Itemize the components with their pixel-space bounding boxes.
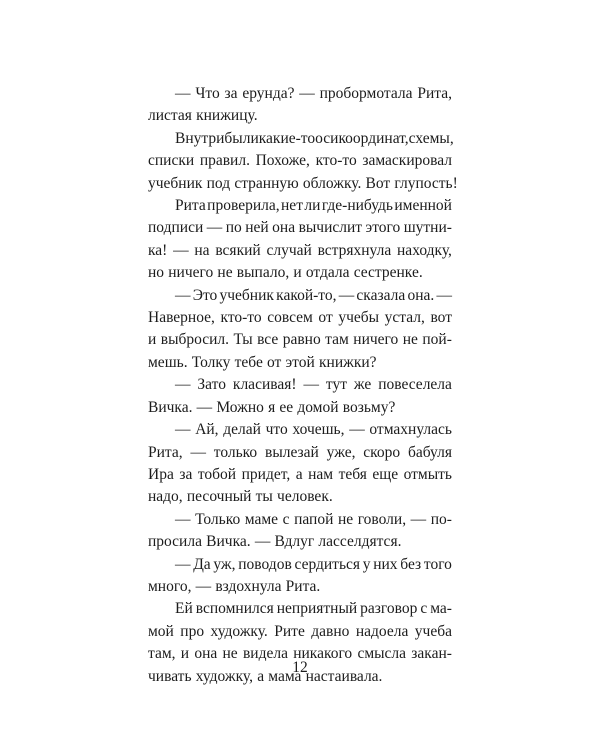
paragraph	[148, 554, 452, 599]
text-line: листая книжицу.	[148, 107, 258, 125]
paragraph	[148, 509, 452, 554]
text-line: но ничего не выпало, и отдала сестренке.	[148, 264, 423, 282]
text-line: — Это учебник какой-то, — сказала она. —	[175, 286, 452, 304]
text-line: ка! — на всякий случай встряхнула находку,	[148, 241, 452, 259]
text-line: чивать художку, а мама настаивала.	[148, 667, 383, 685]
text-line: мешь. Толку тебе от этой книжки?	[148, 353, 377, 371]
paragraph	[148, 83, 452, 128]
text-line: подписи — по ней она вычислит этого шутни-	[148, 219, 452, 237]
text-line: и выбросил. Ты все равно там ничего не пой-	[148, 331, 452, 349]
text-line: много, — вздохнула Рита.	[148, 577, 321, 595]
text-line: Ира за тобой придет, а нам тебя еще отмыть	[148, 465, 452, 483]
text-line: надо, песочный ты человек.	[148, 488, 333, 506]
text-line: просила Вичка. — Вдлуг ласселдятся.	[148, 533, 402, 551]
paragraph	[148, 285, 452, 375]
text-line: — Зато класивая! — тут же повеселела	[175, 376, 452, 394]
text-line: — Да уж, поводов сердиться у них без того	[175, 555, 452, 573]
text-line: Внутри были какие-то оси координат, схемы,	[175, 129, 454, 147]
text-line: Рита проверила, нет ли где-нибудь именной	[175, 197, 452, 215]
paragraph	[148, 419, 452, 509]
text-line: Рита, — только вылезай уже, скоро бабуля	[148, 443, 452, 461]
text-line: учебник под странную обложку. Вот глупость!	[148, 174, 458, 192]
paragraph	[148, 128, 458, 195]
body-text	[148, 83, 458, 688]
text-line: Наверное, кто-то совсем от учебы устал, вот	[148, 309, 452, 327]
text-line: — Только маме с папой не говоли, — по-	[175, 510, 452, 528]
paragraph	[148, 195, 452, 285]
text-line: Вичка. — Можно я ее домой возьму?	[148, 398, 396, 416]
text-line: — Ай, делай что хочешь, — отмахнулась	[175, 421, 452, 439]
paragraph	[148, 374, 452, 419]
text-line: мой про художку. Рите давно надоела учеба	[148, 622, 452, 640]
text-line: списки правил. Похоже, кто-то замаскировал	[148, 152, 452, 170]
text-line: там, и она не видела никакого смысла закан-	[148, 645, 452, 663]
page-number: 12	[292, 659, 308, 676]
text-line: Ей вспомнился неприятный разговор с ма-	[175, 600, 452, 618]
text-line: — Что за ерунда? — пробормотала Рита,	[175, 85, 452, 102]
